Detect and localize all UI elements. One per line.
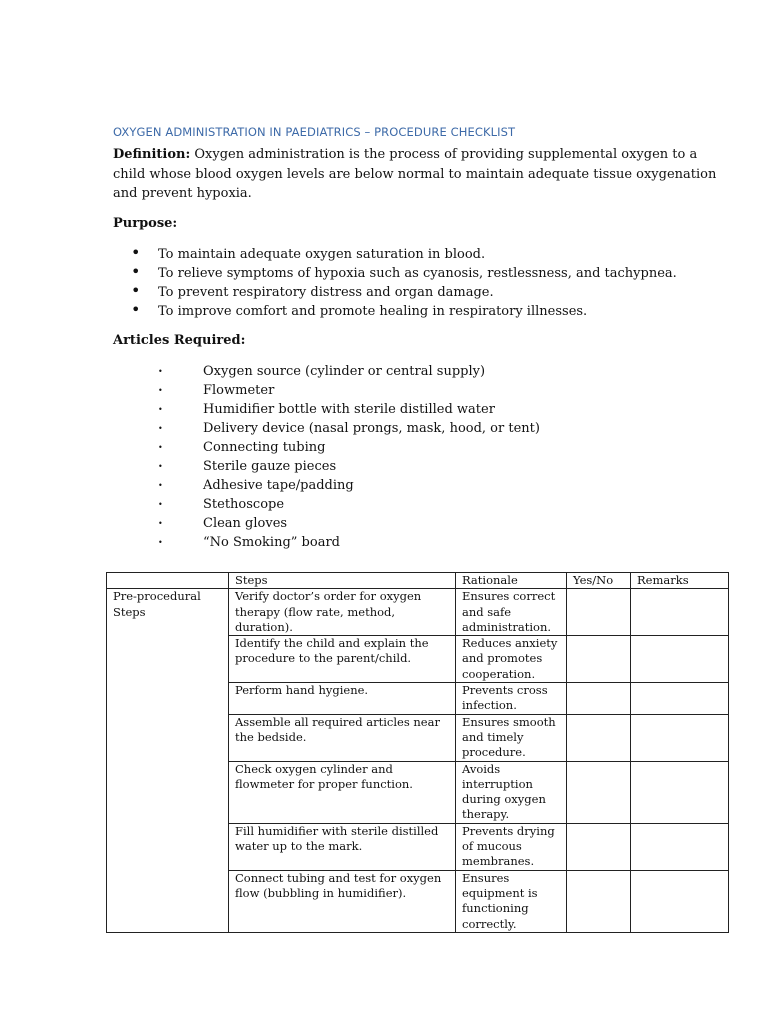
articles-list xyxy=(113,362,728,553)
definition-text: Oxygen administration is the process of providing supplemental oxygen to a child whose blood oxygen levels are below normal to maintain adequate tissue oxygenation and prevent hypoxia. xyxy=(113,147,717,201)
remarks-cell[interactable] xyxy=(631,714,729,761)
yes-no-cell[interactable] xyxy=(567,823,631,870)
purpose-item: • To maintain adequate oxygen saturation in blood. xyxy=(113,245,728,264)
yes-no-cell[interactable] xyxy=(567,870,631,932)
step-cell: Verify doctor’s order for oxygen therapy (flow rate, method, duration). xyxy=(229,589,456,636)
step-cell: Assemble all required articles near the bedside. xyxy=(229,714,456,761)
purpose-item: • To relieve symptoms of hypoxia such as cyanosis, restlessness, and tachypnea. xyxy=(113,264,728,283)
purpose-list xyxy=(113,245,728,321)
yes-no-cell[interactable] xyxy=(567,683,631,715)
article-item: • Clean gloves xyxy=(113,514,728,533)
document-body xyxy=(113,125,728,552)
article-item: • Connecting tubing xyxy=(113,438,728,457)
remarks-cell[interactable] xyxy=(631,823,729,870)
table-row xyxy=(107,589,729,636)
step-cell: Perform hand hygiene. xyxy=(229,683,456,715)
remarks-cell[interactable] xyxy=(631,683,729,715)
yes-no-cell[interactable] xyxy=(567,589,631,636)
article-item: • Stethoscope xyxy=(113,495,728,514)
definition-paragraph xyxy=(113,145,728,204)
yes-no-cell[interactable] xyxy=(567,761,631,823)
rationale-cell: Avoids interruption during oxygen therapy. xyxy=(456,761,567,823)
header-remarks: Remarks xyxy=(631,573,729,589)
definition-label: Definition: xyxy=(113,147,191,162)
rationale-cell: Ensures smooth and timely procedure. xyxy=(456,714,567,761)
article-item: • Oxygen source (cylinder or central supply) xyxy=(113,362,728,381)
article-item: • Adhesive tape/padding xyxy=(113,476,728,495)
table-header-row xyxy=(107,573,729,589)
step-cell: Check oxygen cylinder and flowmeter for proper function. xyxy=(229,761,456,823)
article-item: • Flowmeter xyxy=(113,381,728,400)
yes-no-cell[interactable] xyxy=(567,636,631,683)
article-item: • Sterile gauze pieces xyxy=(113,457,728,476)
step-cell: Connect tubing and test for oxygen flow (bubbling in humidifier). xyxy=(229,870,456,932)
procedure-checklist-table xyxy=(106,572,729,933)
header-yes-no: Yes/No xyxy=(567,573,631,589)
remarks-cell[interactable] xyxy=(631,636,729,683)
article-item: • Delivery device (nasal prongs, mask, hood, or tent) xyxy=(113,419,728,438)
purpose-item: • To improve comfort and promote healing in respiratory illnesses. xyxy=(113,302,728,321)
rationale-cell: Prevents cross infection. xyxy=(456,683,567,715)
document-title: OXYGEN ADMINISTRATION IN PAEDIATRICS – PROCEDURE CHECKLIST xyxy=(113,125,516,139)
yes-no-cell[interactable] xyxy=(567,714,631,761)
rationale-cell: Prevents drying of mucous membranes. xyxy=(456,823,567,870)
purpose-heading: Purpose: xyxy=(113,215,178,231)
step-cell: Identify the child and explain the procedure to the parent/child. xyxy=(229,636,456,683)
rationale-cell: Ensures correct and safe administration. xyxy=(456,589,567,636)
header-section xyxy=(107,573,229,589)
remarks-cell[interactable] xyxy=(631,761,729,823)
section-label-cell: Pre-procedural Steps xyxy=(107,589,229,933)
header-rationale: Rationale xyxy=(456,573,567,589)
header-steps: Steps xyxy=(229,573,456,589)
remarks-cell[interactable] xyxy=(631,589,729,636)
remarks-cell[interactable] xyxy=(631,870,729,932)
rationale-cell: Reduces anxiety and promotes cooperation. xyxy=(456,636,567,683)
article-item: • Humidifier bottle with sterile distilled water xyxy=(113,400,728,419)
purpose-item: • To prevent respiratory distress and organ damage. xyxy=(113,283,728,302)
article-item: • “No Smoking” board xyxy=(113,533,728,552)
rationale-cell: Ensures equipment is functioning correctly. xyxy=(456,870,567,932)
step-cell: Fill humidifier with sterile distilled water up to the mark. xyxy=(229,823,456,870)
articles-heading: Articles Required: xyxy=(113,332,246,348)
